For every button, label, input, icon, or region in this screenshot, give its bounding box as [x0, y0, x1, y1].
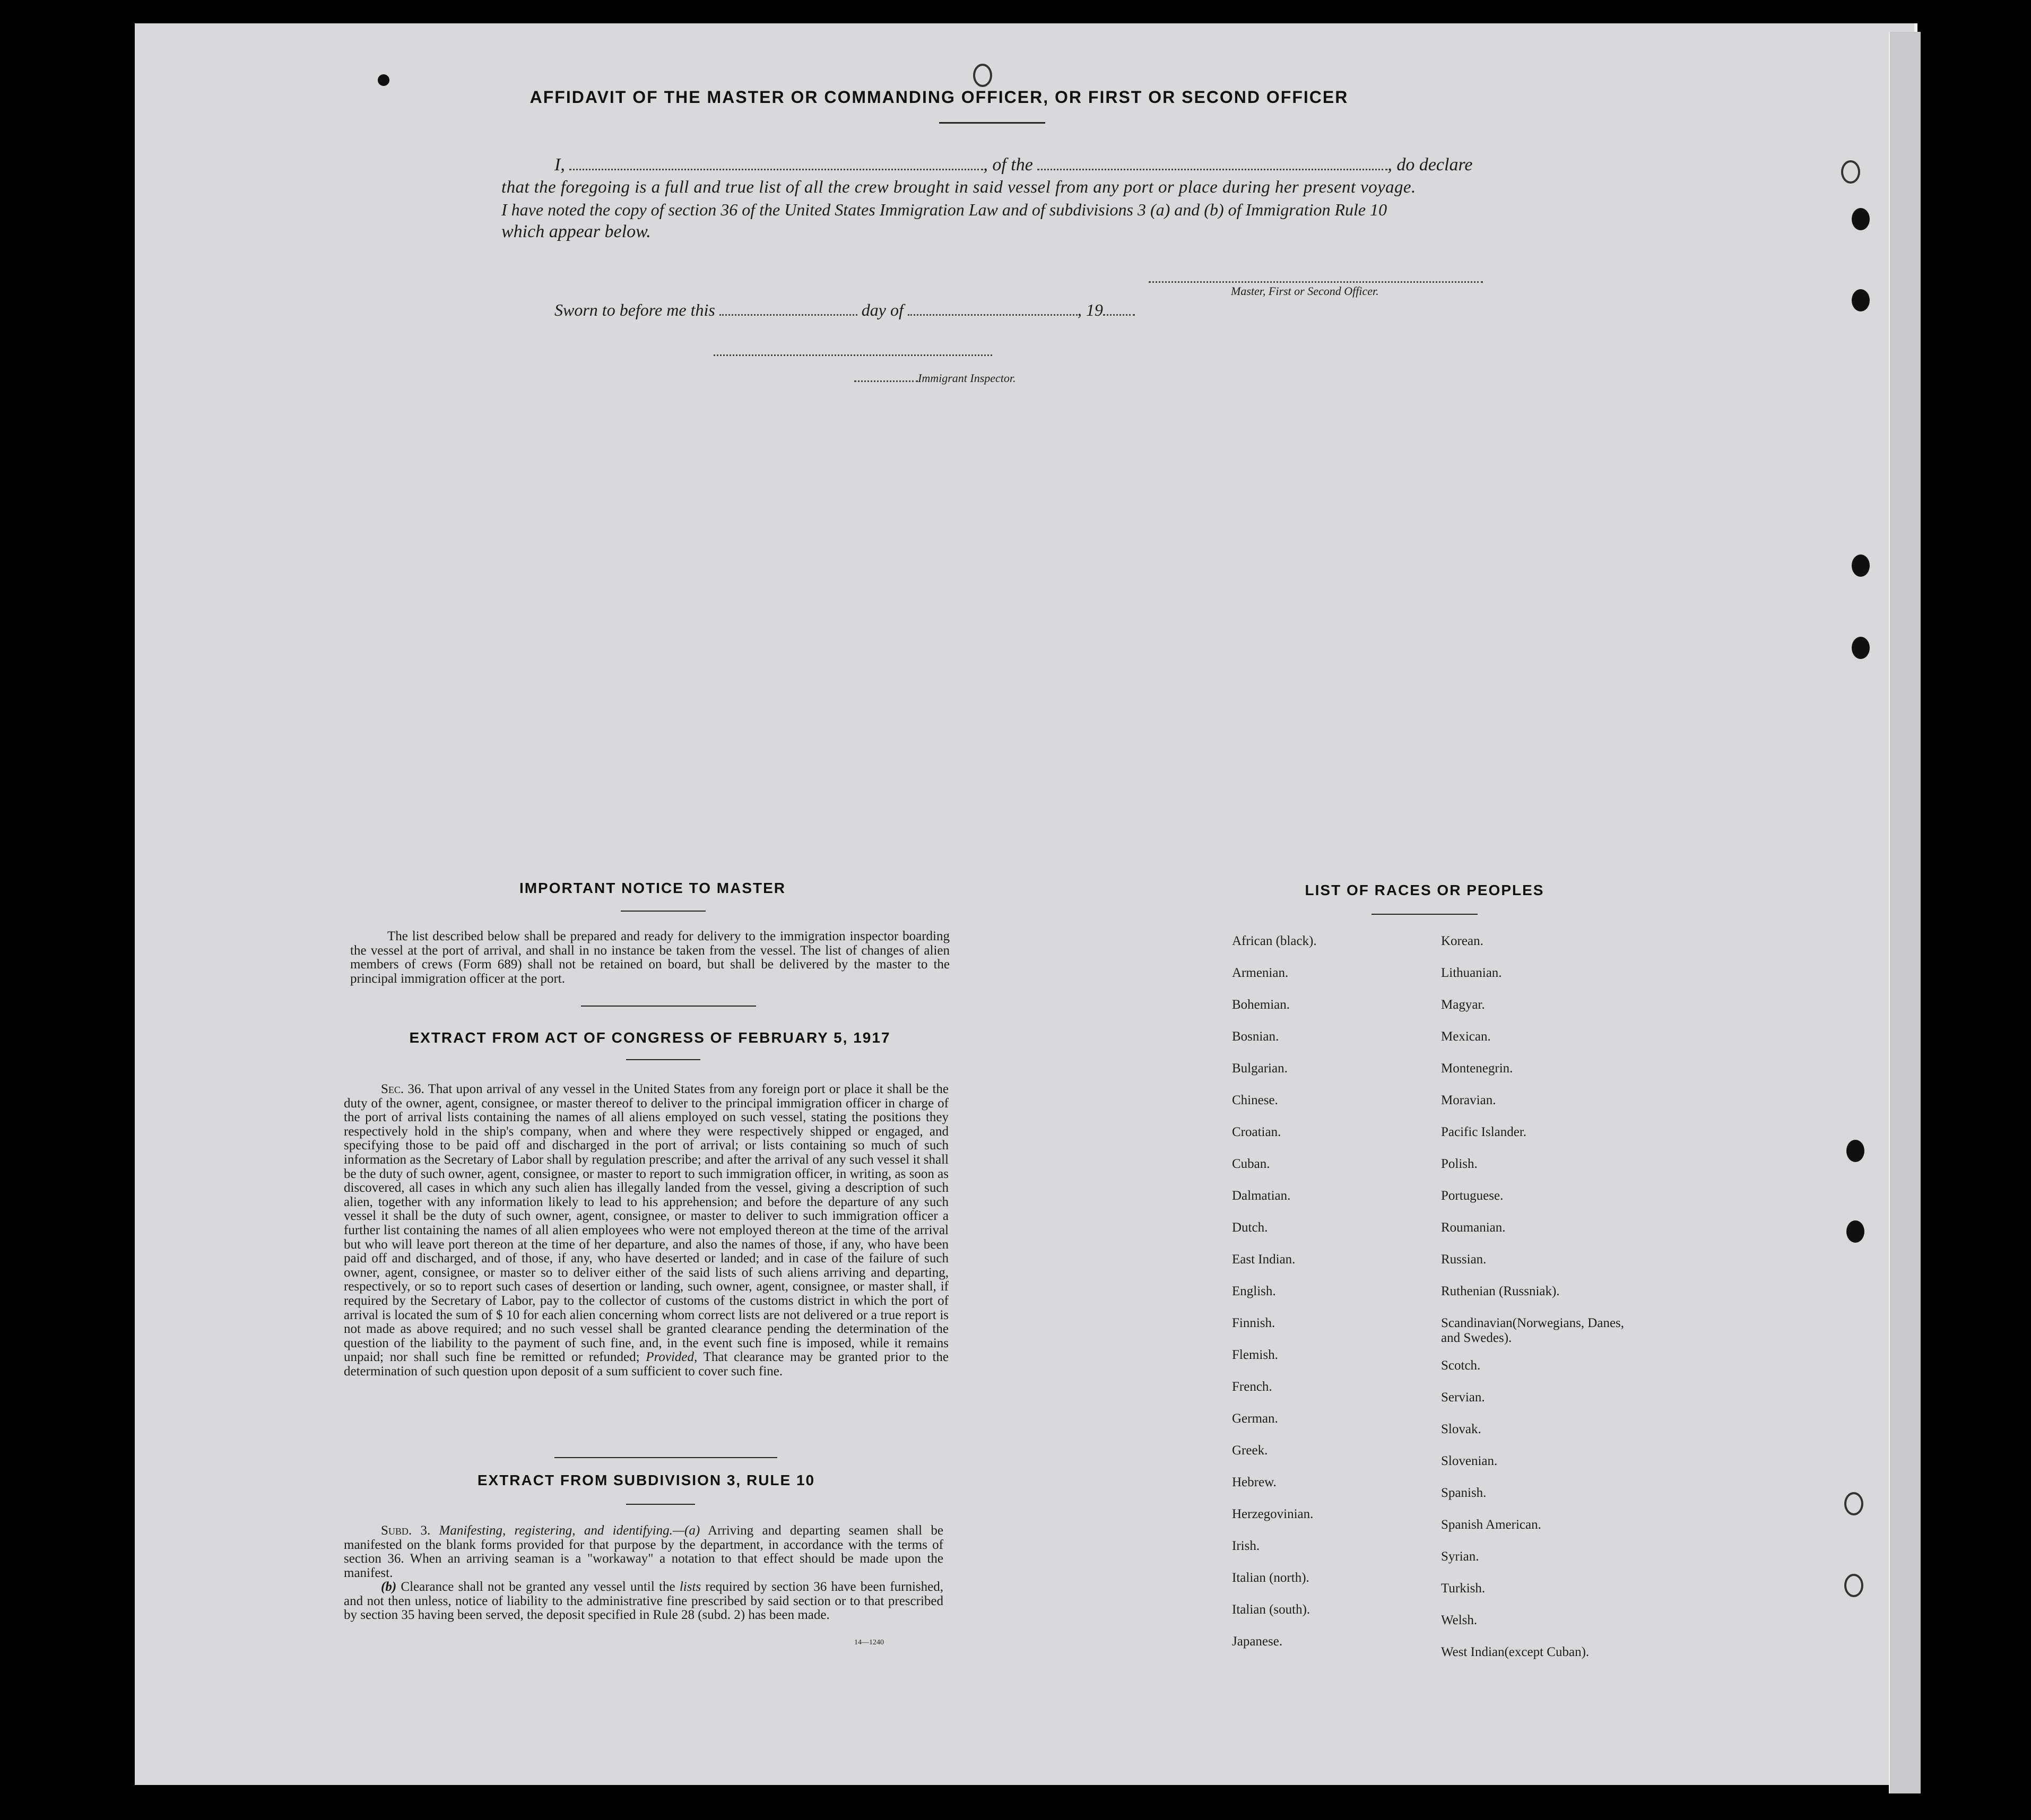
punch-hole [1841, 160, 1860, 184]
rule-underline [626, 1504, 695, 1505]
rule-b-label: (b) [381, 1580, 397, 1594]
notice-text: The list described below shall be prepared and ready for delivery to the immigration inspector boarding the vessel at the port of arrival, and shall in no instance be taken from the vessel. The list of changes of alien members of crews (Form 689) shall not be retained on board, but shall be delivered by the master to the principal immigration officer at the port. [350, 929, 950, 986]
race-item: Scandinavian(Norwegians, Danes, and Swedes). [1441, 1316, 1625, 1345]
race-item: Roumanian. [1441, 1220, 1506, 1235]
rule-text-a: Arriving and departing seamen shall be manifested on the blank forms provided for that purpose by the department, in accordance with the terms of section 36. When an arriving seaman is a "workaway" a notation to that effect should be made upon the manifest. [344, 1523, 943, 1580]
title-underline [939, 122, 1045, 124]
race-item: Turkish. [1441, 1581, 1486, 1596]
act-sec-label: Sec. 36. [381, 1082, 424, 1096]
race-item: Russian. [1441, 1252, 1487, 1267]
race-item: Lithuanian. [1441, 966, 1502, 980]
race-item: Welsh. [1441, 1613, 1478, 1627]
race-item: Slovak. [1441, 1422, 1481, 1436]
rule-subd-label: Subd. 3. [381, 1523, 431, 1538]
race-item: Portuguese. [1441, 1189, 1504, 1203]
document-page [135, 23, 1917, 1785]
race-item: Montenegrin. [1441, 1061, 1513, 1076]
rule-title: EXTRACT FROM SUBDIVISION 3, RULE 10 [477, 1472, 815, 1488]
race-item: West Indian(except Cuban). [1441, 1645, 1590, 1659]
name-blank[interactable] [569, 155, 983, 170]
race-item: Chinese. [1232, 1093, 1278, 1107]
sworn-month-blank[interactable] [908, 300, 1078, 316]
race-item: Greek. [1232, 1443, 1268, 1458]
punch-hole [1852, 208, 1870, 230]
race-item: Ruthenian (Russniak). [1441, 1284, 1560, 1298]
affidavit-of-the: , of the [983, 155, 1033, 175]
race-item: Mexican. [1441, 1029, 1491, 1044]
sworn-prefix: Sworn to before me this [554, 300, 715, 319]
race-item: Bohemian. [1232, 998, 1290, 1012]
race-item: Herzegovinian. [1232, 1507, 1314, 1521]
race-item: Polish. [1441, 1157, 1478, 1171]
signature-label: Master, First or Second Officer. [1231, 284, 1379, 298]
notice-underline [621, 911, 706, 912]
rule-subd-heading: Manifesting, registering, and identifying.—(a) [439, 1523, 700, 1538]
race-item: Irish. [1232, 1539, 1260, 1553]
inspector-prefix-blank [854, 373, 918, 382]
form-number: 14—1240 [854, 1639, 884, 1646]
race-item: Magyar. [1441, 998, 1485, 1012]
sworn-day-blank[interactable] [719, 300, 857, 316]
affidavit-line-3: I have noted the copy of section 36 of the United States Immigration Law and of subdivisions 3 (a) and (b) of Immigration Rule 10 [501, 200, 1387, 219]
race-item: Cuban. [1232, 1157, 1270, 1171]
race-item: Bulgarian. [1232, 1061, 1288, 1076]
inspector-label [854, 371, 1016, 385]
race-item: Slovenian. [1441, 1454, 1498, 1468]
race-item: African (black). [1232, 934, 1317, 948]
punch-hole [1852, 289, 1870, 311]
race-item: Italian (north). [1232, 1571, 1309, 1585]
race-item: Hebrew. [1232, 1475, 1277, 1489]
punch-hole [1852, 554, 1870, 577]
race-item: Spanish. [1441, 1486, 1487, 1500]
race-item: Armenian. [1232, 966, 1289, 980]
affidavit-line-2: that the foregoing is a full and true list of all the crew brought in said vessel from any port or place during her present voyage. [501, 178, 1416, 197]
act-section-36 [344, 1082, 949, 1379]
rule-text-b2: required by section 36 have been furnished, and not then unless, notice of liability to the administrative fine prescribed by said section or to that prescribed by section 35 having been served, the deposit specified in Rule 28 (subd. 2) has been made. [344, 1580, 943, 1623]
race-item: German. [1232, 1411, 1278, 1426]
race-item: Finnish. [1232, 1316, 1275, 1330]
notice-title: IMPORTANT NOTICE TO MASTER [519, 880, 786, 896]
inspector-signature-line[interactable] [714, 354, 992, 356]
affidavit-i: I, [554, 155, 565, 175]
punch-hole [1844, 1492, 1863, 1515]
punch-hole [973, 64, 992, 87]
act-provided-label: Provided, [646, 1350, 698, 1365]
notice-divider [581, 1006, 756, 1007]
affidavit-line-4: which appear below. [501, 222, 651, 241]
race-item: Croatian. [1232, 1125, 1281, 1139]
rule-subd-b [344, 1580, 943, 1623]
races-column-2 [1441, 934, 1643, 1677]
rule-text-b-lists: lists [679, 1580, 701, 1594]
race-item: Spanish American. [1441, 1518, 1541, 1532]
races-title: LIST OF RACES OR PEOPLES [1305, 882, 1544, 898]
affidavit-declare: , do declare [1387, 155, 1473, 175]
sworn-year-blank[interactable] [1103, 300, 1135, 316]
race-item: Dalmatian. [1232, 1189, 1291, 1203]
inspector-label-text: Immigrant Inspector. [918, 371, 1016, 385]
race-item: English. [1232, 1284, 1276, 1298]
race-item: East Indian. [1232, 1252, 1296, 1267]
affidavit-line-1 [501, 154, 1486, 176]
race-item: Scotch. [1441, 1358, 1481, 1373]
race-item: Pacific Islander. [1441, 1125, 1527, 1139]
sworn-year: , 19 [1077, 300, 1103, 319]
punch-hole [1846, 1220, 1864, 1243]
act-divider [554, 1457, 777, 1458]
act-text: That upon arrival of any vessel in the United States from any foreign port or place it shall be the duty of the owner, agent, consignee, or master thereof to deliver to the principal immigration officer in charge of the port of arrival lists containing the names of all aliens employed on such vessel, stating the positions they respectively hold in the ship's company, when and where they were respectively shipped or engaged, and specifying those to be paid off and discharged in the port of arrival; or lists containing so much of such information as the Secretary of Labor shall by regulation prescribe; and after the arrival of any such vessel it shall be the duty of such owner, agent, consignee, or master to report to such immigration officer, in writing, as soon as discovered, all cases in which any such alien has illegally landed from the vessel, giving a description of such alien, together with any information likely to lead to his apprehension; and before the departure of any such vessel it shall be the duty of such owner, agent, consignee, or master to deliver to such immigration officer a further list containing the names of all alien employees who were not employed thereon at the time of the arrival but who will leave port thereon at the time of her departure, and also the names of those, if any, who have been paid off and discharged, and of those, if any, who have deserted or landed; and in case of the failure of such owner, agent, consignee, or master so to deliver either of the said lists of such aliens arriving and departing, respectively, or so to report such cases of desertion or landing, such owner, agent, consignee, or master shall, if required by the Secretary of Labor, pay to the collector of customs of the customs district in which the port of arrival is located the sum of $ 10 for each alien concerning whom correct lists are not delivered or a true report is not made as above required; and no such vessel shall be granted clearance pending the determination of the question of the liability to the payment of such fine, and, in the event such fine is imposed, while it remains unpaid; nor shall such fine be remitted or refunded; [344, 1082, 949, 1365]
race-item: Bosnian. [1232, 1029, 1279, 1044]
rule-subd-a [344, 1524, 943, 1580]
races-underline [1372, 914, 1478, 915]
sworn-line [554, 300, 1135, 320]
punch-hole [1844, 1574, 1863, 1597]
race-item: Korean. [1441, 934, 1483, 948]
vessel-blank[interactable] [1037, 155, 1387, 170]
races-column-1 [1232, 934, 1434, 1666]
act-provided-text: That clearance may be granted prior to the determination of such question upon deposit of a sum sufficient to cover such fine. [344, 1350, 949, 1379]
race-item: Servian. [1441, 1390, 1485, 1405]
sworn-day-of: day of [861, 300, 904, 319]
race-item: Flemish. [1232, 1348, 1278, 1362]
punch-hole [1852, 637, 1870, 659]
signature-line[interactable] [1149, 281, 1483, 283]
race-item: Syrian. [1441, 1549, 1479, 1564]
rule-text-b1: Clearance shall not be granted any vessel until the [401, 1580, 675, 1594]
race-item: Dutch. [1232, 1220, 1268, 1235]
affidavit-title: AFFIDAVIT OF THE MASTER OR COMMANDING OFFICER, OR FIRST OR SECOND OFFICER [530, 88, 1349, 107]
race-item: French. [1232, 1380, 1272, 1394]
page-edge-strip [1889, 32, 1921, 1793]
act-title: EXTRACT FROM ACT OF CONGRESS OF FEBRUARY 5, 1917 [409, 1029, 891, 1046]
act-underline [626, 1059, 700, 1060]
punch-hole [1846, 1140, 1864, 1162]
race-item: Japanese. [1232, 1634, 1283, 1649]
race-item: Moravian. [1441, 1093, 1496, 1107]
race-item: Italian (south). [1232, 1602, 1310, 1617]
punch-mark [378, 74, 389, 86]
